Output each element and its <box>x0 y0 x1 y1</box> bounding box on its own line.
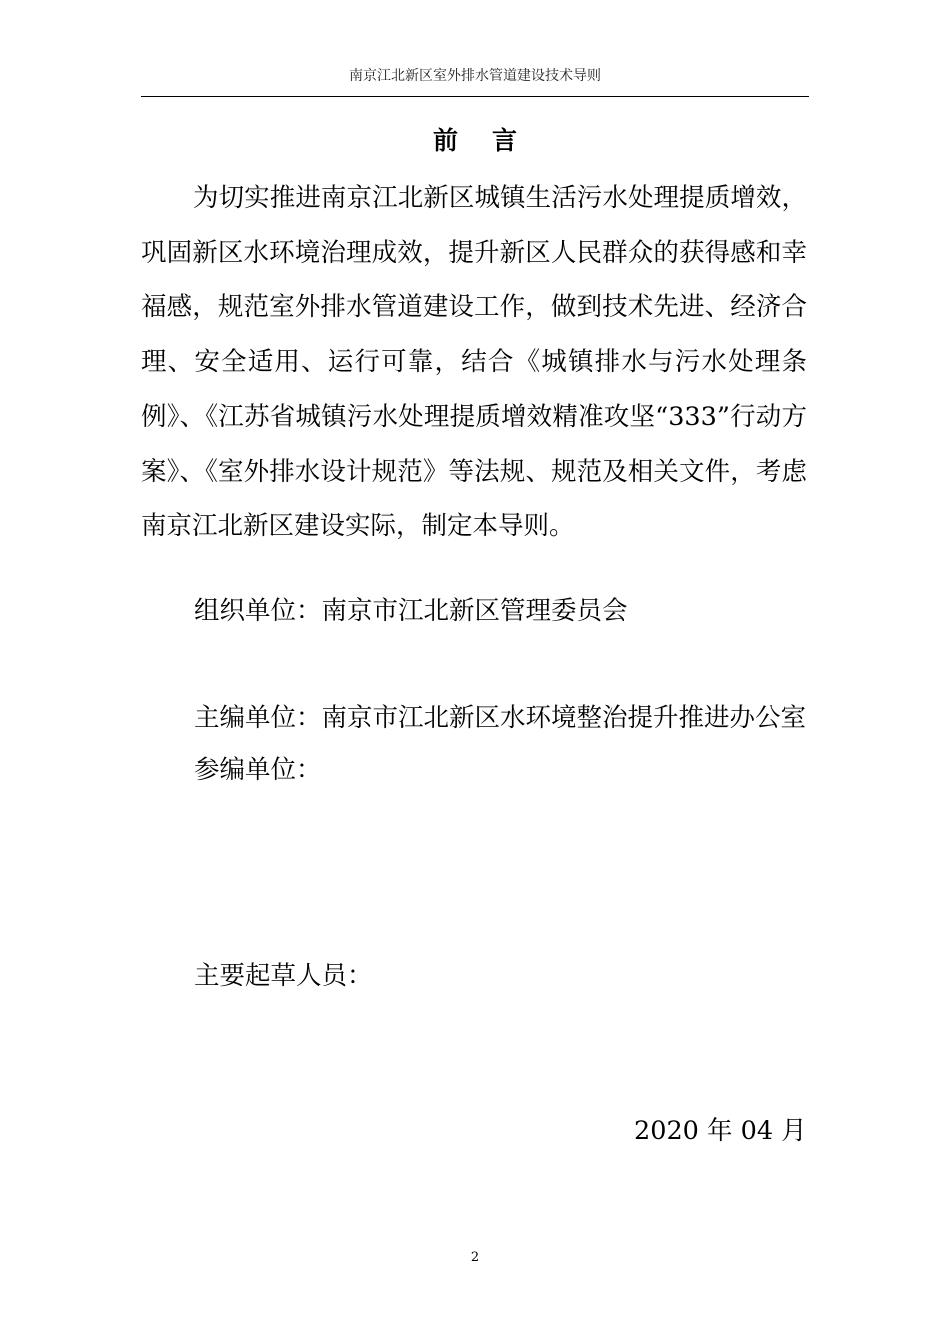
header-divider <box>141 96 809 97</box>
preface-paragraph: 为切实推进南京江北新区城镇生活污水处理提质增效，巩固新区水环境治理成效，提升新区人民群众的获得感和幸福感，规范室外排水管道建设工作，做到技术先进、经济合理、安全适用、运行可靠，结合《城镇排水与污水处理条例》、《江苏省城镇污水处理提质增效精准攻坚“333”行动方案》、《室外排水设计规范》等法规、规范及相关文件，考虑南京江北新区建设实际，制定本导则。 <box>141 183 807 542</box>
organizer-line: 组织单位：南京市江北新区管理委员会 <box>194 596 628 626</box>
document-date: 2020 年 04 月 <box>634 1116 807 1146</box>
chief-editor-line: 主编单位：南京市江北新区水环境整治提升推进办公室 <box>194 703 807 733</box>
co-editor-line: 参编单位： <box>194 755 322 785</box>
page-number: 2 <box>470 1250 480 1265</box>
drafters-line: 主要起草人员： <box>194 961 373 991</box>
section-title: 前言 <box>432 126 551 155</box>
running-header: 南京江北新区室外排水管道建设技术导则 <box>349 68 601 84</box>
